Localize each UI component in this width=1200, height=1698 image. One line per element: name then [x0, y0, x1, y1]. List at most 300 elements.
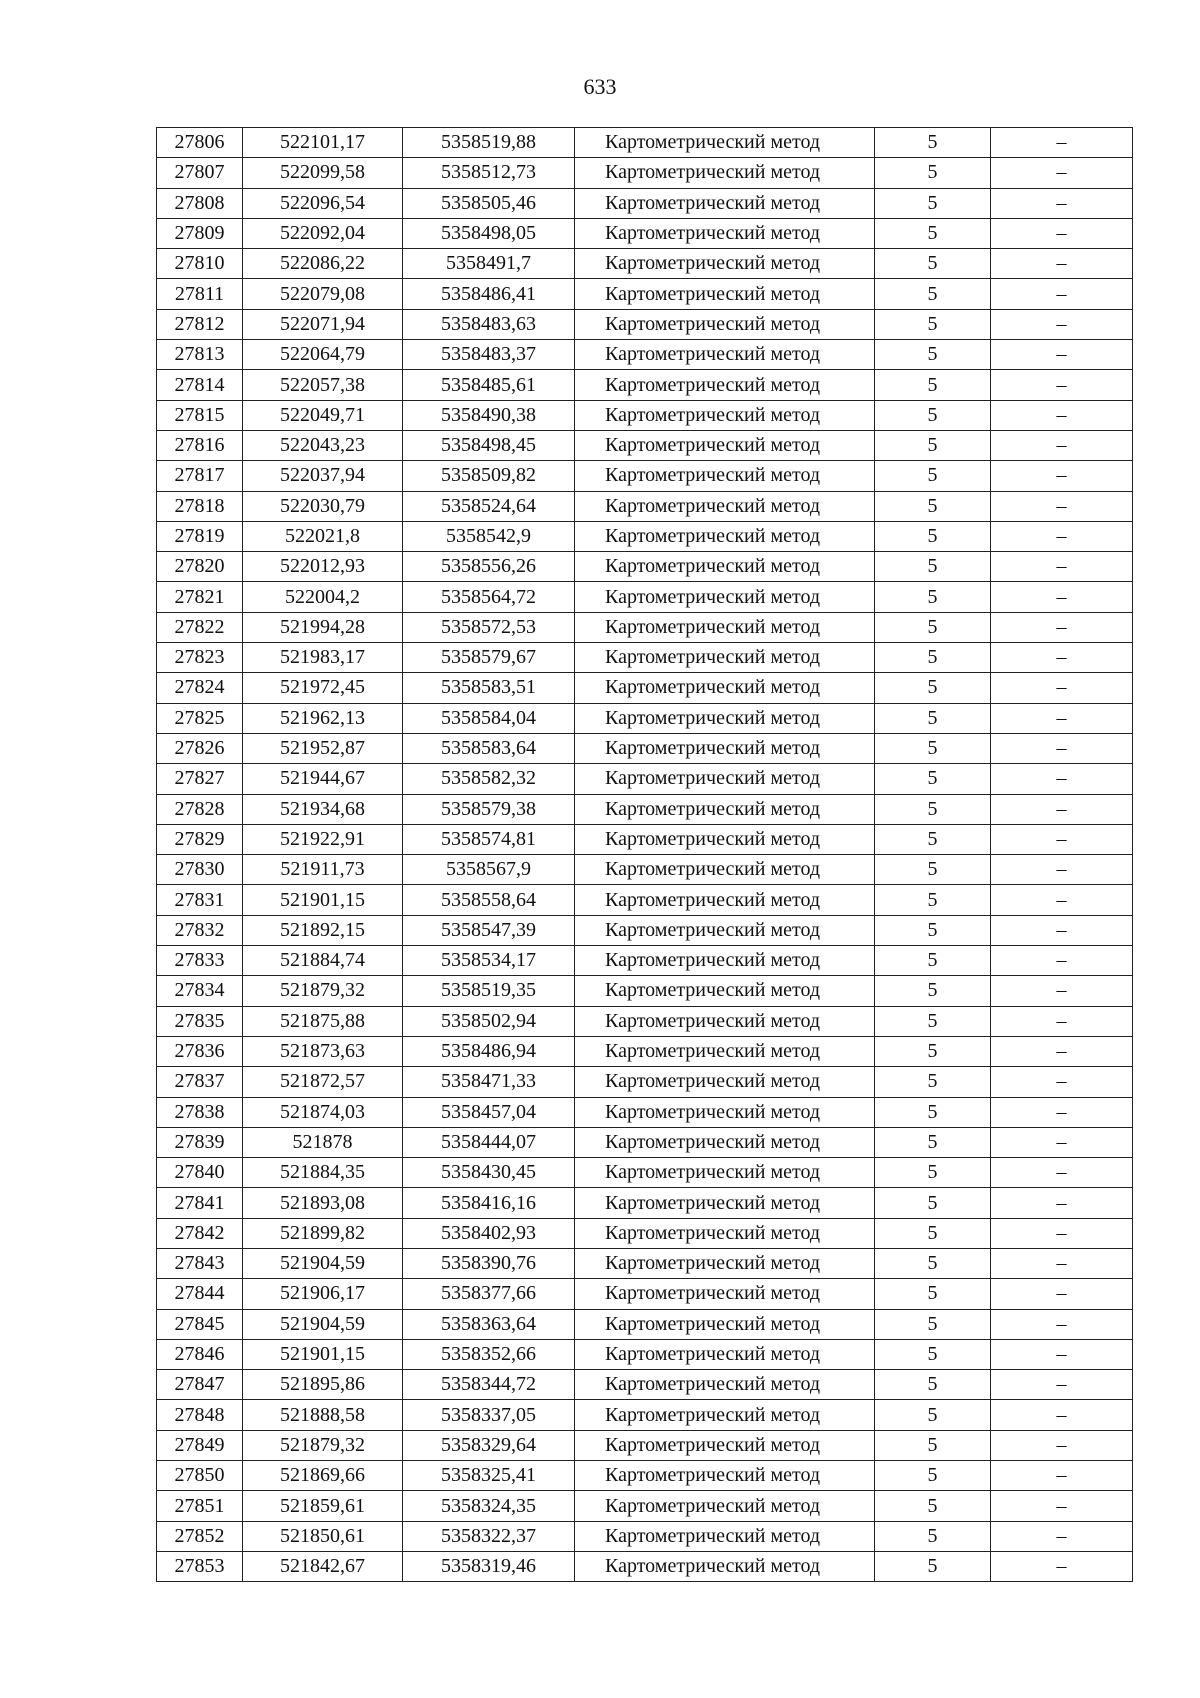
y-coordinate-cell: 5358377,66	[403, 1279, 575, 1309]
accuracy-cell: 5	[875, 673, 991, 703]
method-cell: Картометрический метод	[575, 552, 875, 582]
table-row	[157, 915, 1133, 945]
note-cell: –	[991, 491, 1133, 521]
note-cell: –	[991, 855, 1133, 885]
method-cell: Картометрический метод	[575, 128, 875, 158]
table-row	[157, 643, 1133, 673]
point-number-cell: 27807	[157, 158, 243, 188]
y-coordinate-cell: 5358390,76	[403, 1248, 575, 1278]
y-coordinate-cell: 5358486,94	[403, 1036, 575, 1066]
point-number-cell: 27846	[157, 1339, 243, 1369]
point-number-cell: 27838	[157, 1097, 243, 1127]
accuracy-cell: 5	[875, 158, 991, 188]
note-cell: –	[991, 1279, 1133, 1309]
x-coordinate-cell: 522049,71	[243, 400, 403, 430]
point-number-cell: 27830	[157, 855, 243, 885]
note-cell: –	[991, 1248, 1133, 1278]
y-coordinate-cell: 5358547,39	[403, 915, 575, 945]
y-coordinate-cell: 5358556,26	[403, 552, 575, 582]
x-coordinate-cell: 522004,2	[243, 582, 403, 612]
method-cell: Картометрический метод	[575, 1218, 875, 1248]
note-cell: –	[991, 1036, 1133, 1066]
x-coordinate-cell: 521944,67	[243, 764, 403, 794]
point-number-cell: 27821	[157, 582, 243, 612]
method-cell: Картометрический метод	[575, 1339, 875, 1369]
x-coordinate-cell: 522092,04	[243, 218, 403, 248]
note-cell: –	[991, 370, 1133, 400]
y-coordinate-cell: 5358457,04	[403, 1097, 575, 1127]
table-body	[157, 128, 1133, 1582]
note-cell: –	[991, 733, 1133, 763]
method-cell: Картометрический метод	[575, 946, 875, 976]
table-row	[157, 552, 1133, 582]
point-number-cell: 27831	[157, 885, 243, 915]
method-cell: Картометрический метод	[575, 1279, 875, 1309]
x-coordinate-cell: 521842,67	[243, 1551, 403, 1581]
note-cell: –	[991, 1370, 1133, 1400]
method-cell: Картометрический метод	[575, 1461, 875, 1491]
y-coordinate-cell: 5358491,7	[403, 249, 575, 279]
point-number-cell: 27828	[157, 794, 243, 824]
table-row	[157, 521, 1133, 551]
note-cell: –	[991, 703, 1133, 733]
accuracy-cell: 5	[875, 1097, 991, 1127]
table-row	[157, 158, 1133, 188]
y-coordinate-cell: 5358582,32	[403, 764, 575, 794]
accuracy-cell: 5	[875, 764, 991, 794]
x-coordinate-cell: 521878	[243, 1127, 403, 1157]
x-coordinate-cell: 521859,61	[243, 1491, 403, 1521]
y-coordinate-cell: 5358579,38	[403, 794, 575, 824]
note-cell: –	[991, 309, 1133, 339]
method-cell: Картометрический метод	[575, 1036, 875, 1066]
method-cell: Картометрический метод	[575, 885, 875, 915]
table-row	[157, 1521, 1133, 1551]
note-cell: –	[991, 218, 1133, 248]
x-coordinate-cell: 521972,45	[243, 673, 403, 703]
point-number-cell: 27814	[157, 370, 243, 400]
x-coordinate-cell: 522057,38	[243, 370, 403, 400]
table-row	[157, 703, 1133, 733]
table-row	[157, 400, 1133, 430]
y-coordinate-cell: 5358363,64	[403, 1309, 575, 1339]
x-coordinate-cell: 521911,73	[243, 855, 403, 885]
x-coordinate-cell: 521869,66	[243, 1461, 403, 1491]
method-cell: Картометрический метод	[575, 1430, 875, 1460]
point-number-cell: 27840	[157, 1158, 243, 1188]
point-number-cell: 27839	[157, 1127, 243, 1157]
table-row	[157, 1248, 1133, 1278]
table-row	[157, 1036, 1133, 1066]
method-cell: Картометрический метод	[575, 491, 875, 521]
method-cell: Картометрический метод	[575, 855, 875, 885]
method-cell: Картометрический метод	[575, 1067, 875, 1097]
method-cell: Картометрический метод	[575, 461, 875, 491]
y-coordinate-cell: 5358558,64	[403, 885, 575, 915]
table-row	[157, 218, 1133, 248]
accuracy-cell: 5	[875, 340, 991, 370]
point-number-cell: 27848	[157, 1400, 243, 1430]
method-cell: Картометрический метод	[575, 733, 875, 763]
x-coordinate-cell: 522086,22	[243, 249, 403, 279]
point-number-cell: 27849	[157, 1430, 243, 1460]
y-coordinate-cell: 5358337,05	[403, 1400, 575, 1430]
table-row	[157, 1127, 1133, 1157]
y-coordinate-cell: 5358416,16	[403, 1188, 575, 1218]
table-row	[157, 340, 1133, 370]
x-coordinate-cell: 521888,58	[243, 1400, 403, 1430]
y-coordinate-cell: 5358542,9	[403, 521, 575, 551]
accuracy-cell: 5	[875, 1521, 991, 1551]
note-cell: –	[991, 400, 1133, 430]
table-row	[157, 673, 1133, 703]
point-number-cell: 27812	[157, 309, 243, 339]
x-coordinate-cell: 521884,35	[243, 1158, 403, 1188]
y-coordinate-cell: 5358567,9	[403, 855, 575, 885]
point-number-cell: 27836	[157, 1036, 243, 1066]
point-number-cell: 27853	[157, 1551, 243, 1581]
method-cell: Картометрический метод	[575, 1097, 875, 1127]
table-row	[157, 612, 1133, 642]
method-cell: Картометрический метод	[575, 400, 875, 430]
method-cell: Картометрический метод	[575, 612, 875, 642]
table-row	[157, 128, 1133, 158]
accuracy-cell: 5	[875, 703, 991, 733]
note-cell: –	[991, 612, 1133, 642]
x-coordinate-cell: 521934,68	[243, 794, 403, 824]
table-row	[157, 976, 1133, 1006]
table-row	[157, 279, 1133, 309]
table-row	[157, 309, 1133, 339]
y-coordinate-cell: 5358344,72	[403, 1370, 575, 1400]
x-coordinate-cell: 521895,86	[243, 1370, 403, 1400]
accuracy-cell: 5	[875, 1248, 991, 1278]
point-number-cell: 27835	[157, 1006, 243, 1036]
note-cell: –	[991, 764, 1133, 794]
y-coordinate-cell: 5358352,66	[403, 1339, 575, 1369]
accuracy-cell: 5	[875, 309, 991, 339]
x-coordinate-cell: 521879,32	[243, 976, 403, 1006]
table-row	[157, 733, 1133, 763]
accuracy-cell: 5	[875, 491, 991, 521]
x-coordinate-cell: 521901,15	[243, 885, 403, 915]
note-cell: –	[991, 552, 1133, 582]
note-cell: –	[991, 128, 1133, 158]
table-row	[157, 461, 1133, 491]
table-row	[157, 1551, 1133, 1581]
table-row	[157, 1339, 1133, 1369]
method-cell: Картометрический метод	[575, 340, 875, 370]
note-cell: –	[991, 885, 1133, 915]
method-cell: Картометрический метод	[575, 1521, 875, 1551]
accuracy-cell: 5	[875, 582, 991, 612]
point-number-cell: 27833	[157, 946, 243, 976]
x-coordinate-cell: 522071,94	[243, 309, 403, 339]
x-coordinate-cell: 521874,03	[243, 1097, 403, 1127]
point-number-cell: 27810	[157, 249, 243, 279]
point-number-cell: 27825	[157, 703, 243, 733]
table-row	[157, 946, 1133, 976]
method-cell: Картометрический метод	[575, 794, 875, 824]
x-coordinate-cell: 522064,79	[243, 340, 403, 370]
y-coordinate-cell: 5358324,35	[403, 1491, 575, 1521]
method-cell: Картометрический метод	[575, 1127, 875, 1157]
y-coordinate-cell: 5358329,64	[403, 1430, 575, 1460]
y-coordinate-cell: 5358524,64	[403, 491, 575, 521]
table-row	[157, 1461, 1133, 1491]
y-coordinate-cell: 5358444,07	[403, 1127, 575, 1157]
accuracy-cell: 5	[875, 612, 991, 642]
x-coordinate-cell: 522096,54	[243, 188, 403, 218]
accuracy-cell: 5	[875, 855, 991, 885]
point-number-cell: 27811	[157, 279, 243, 309]
table-row	[157, 1370, 1133, 1400]
method-cell: Картометрический метод	[575, 158, 875, 188]
accuracy-cell: 5	[875, 279, 991, 309]
note-cell: –	[991, 188, 1133, 218]
accuracy-cell: 5	[875, 915, 991, 945]
x-coordinate-cell: 522101,17	[243, 128, 403, 158]
note-cell: –	[991, 1127, 1133, 1157]
point-number-cell: 27806	[157, 128, 243, 158]
table-row	[157, 1006, 1133, 1036]
x-coordinate-cell: 521875,88	[243, 1006, 403, 1036]
point-number-cell: 27850	[157, 1461, 243, 1491]
note-cell: –	[991, 461, 1133, 491]
x-coordinate-cell: 521892,15	[243, 915, 403, 945]
table-row	[157, 1097, 1133, 1127]
method-cell: Картометрический метод	[575, 1400, 875, 1430]
y-coordinate-cell: 5358572,53	[403, 612, 575, 642]
accuracy-cell: 5	[875, 370, 991, 400]
x-coordinate-cell: 521904,59	[243, 1309, 403, 1339]
accuracy-cell: 5	[875, 552, 991, 582]
method-cell: Картометрический метод	[575, 188, 875, 218]
table-row	[157, 1188, 1133, 1218]
accuracy-cell: 5	[875, 1188, 991, 1218]
y-coordinate-cell: 5358486,41	[403, 279, 575, 309]
table-row	[157, 491, 1133, 521]
point-number-cell: 27847	[157, 1370, 243, 1400]
point-number-cell: 27852	[157, 1521, 243, 1551]
y-coordinate-cell: 5358319,46	[403, 1551, 575, 1581]
note-cell: –	[991, 582, 1133, 612]
y-coordinate-cell: 5358483,37	[403, 340, 575, 370]
accuracy-cell: 5	[875, 824, 991, 854]
point-number-cell: 27822	[157, 612, 243, 642]
table-row	[157, 1491, 1133, 1521]
note-cell: –	[991, 1188, 1133, 1218]
point-number-cell: 27841	[157, 1188, 243, 1218]
accuracy-cell: 5	[875, 218, 991, 248]
accuracy-cell: 5	[875, 400, 991, 430]
note-cell: –	[991, 824, 1133, 854]
note-cell: –	[991, 521, 1133, 551]
table-row	[157, 188, 1133, 218]
x-coordinate-cell: 522037,94	[243, 461, 403, 491]
y-coordinate-cell: 5358322,37	[403, 1521, 575, 1551]
x-coordinate-cell: 521879,32	[243, 1430, 403, 1460]
table-row	[157, 885, 1133, 915]
y-coordinate-cell: 5358564,72	[403, 582, 575, 612]
y-coordinate-cell: 5358325,41	[403, 1461, 575, 1491]
point-number-cell: 27817	[157, 461, 243, 491]
method-cell: Картометрический метод	[575, 976, 875, 1006]
accuracy-cell: 5	[875, 1218, 991, 1248]
note-cell: –	[991, 1551, 1133, 1581]
page-number: 633	[583, 74, 617, 99]
accuracy-cell: 5	[875, 1370, 991, 1400]
method-cell: Картометрический метод	[575, 915, 875, 945]
x-coordinate-cell: 521873,63	[243, 1036, 403, 1066]
note-cell: –	[991, 1067, 1133, 1097]
point-number-cell: 27845	[157, 1309, 243, 1339]
table-row	[157, 582, 1133, 612]
accuracy-cell: 5	[875, 733, 991, 763]
x-coordinate-cell: 522030,79	[243, 491, 403, 521]
method-cell: Картометрический метод	[575, 430, 875, 460]
accuracy-cell: 5	[875, 128, 991, 158]
accuracy-cell: 5	[875, 1006, 991, 1036]
accuracy-cell: 5	[875, 430, 991, 460]
method-cell: Картометрический метод	[575, 1309, 875, 1339]
accuracy-cell: 5	[875, 946, 991, 976]
point-number-cell: 27851	[157, 1491, 243, 1521]
method-cell: Картометрический метод	[575, 764, 875, 794]
x-coordinate-cell: 521906,17	[243, 1279, 403, 1309]
method-cell: Картометрический метод	[575, 824, 875, 854]
point-number-cell: 27824	[157, 673, 243, 703]
method-cell: Картометрический метод	[575, 703, 875, 733]
x-coordinate-cell: 521899,82	[243, 1218, 403, 1248]
accuracy-cell: 5	[875, 1430, 991, 1460]
note-cell: –	[991, 1006, 1133, 1036]
accuracy-cell: 5	[875, 1036, 991, 1066]
x-coordinate-cell: 521983,17	[243, 643, 403, 673]
accuracy-cell: 5	[875, 1158, 991, 1188]
method-cell: Картометрический метод	[575, 370, 875, 400]
point-number-cell: 27827	[157, 764, 243, 794]
x-coordinate-cell: 521952,87	[243, 733, 403, 763]
accuracy-cell: 5	[875, 1067, 991, 1097]
y-coordinate-cell: 5358471,33	[403, 1067, 575, 1097]
accuracy-cell: 5	[875, 188, 991, 218]
y-coordinate-cell: 5358490,38	[403, 400, 575, 430]
table-row	[157, 1067, 1133, 1097]
x-coordinate-cell: 521962,13	[243, 703, 403, 733]
table-row	[157, 430, 1133, 460]
note-cell: –	[991, 1461, 1133, 1491]
x-coordinate-cell: 521922,91	[243, 824, 403, 854]
y-coordinate-cell: 5358519,88	[403, 128, 575, 158]
method-cell: Картометрический метод	[575, 673, 875, 703]
y-coordinate-cell: 5358502,94	[403, 1006, 575, 1036]
accuracy-cell: 5	[875, 1279, 991, 1309]
note-cell: –	[991, 1491, 1133, 1521]
note-cell: –	[991, 340, 1133, 370]
note-cell: –	[991, 1309, 1133, 1339]
method-cell: Картометрический метод	[575, 1551, 875, 1581]
table-row	[157, 1279, 1133, 1309]
point-number-cell: 27834	[157, 976, 243, 1006]
accuracy-cell: 5	[875, 794, 991, 824]
table-row	[157, 1400, 1133, 1430]
y-coordinate-cell: 5358430,45	[403, 1158, 575, 1188]
table-row	[157, 764, 1133, 794]
y-coordinate-cell: 5358402,93	[403, 1218, 575, 1248]
accuracy-cell: 5	[875, 976, 991, 1006]
note-cell: –	[991, 1218, 1133, 1248]
accuracy-cell: 5	[875, 643, 991, 673]
table-row	[157, 1309, 1133, 1339]
x-coordinate-cell: 522099,58	[243, 158, 403, 188]
point-number-cell: 27829	[157, 824, 243, 854]
note-cell: –	[991, 915, 1133, 945]
table-row	[157, 855, 1133, 885]
point-number-cell: 27843	[157, 1248, 243, 1278]
point-number-cell: 27818	[157, 491, 243, 521]
accuracy-cell: 5	[875, 1127, 991, 1157]
y-coordinate-cell: 5358498,45	[403, 430, 575, 460]
point-number-cell: 27826	[157, 733, 243, 763]
table-row	[157, 1158, 1133, 1188]
x-coordinate-cell: 521850,61	[243, 1521, 403, 1551]
note-cell: –	[991, 1339, 1133, 1369]
y-coordinate-cell: 5358584,04	[403, 703, 575, 733]
method-cell: Картометрический метод	[575, 249, 875, 279]
table-row	[157, 824, 1133, 854]
method-cell: Картометрический метод	[575, 1188, 875, 1218]
note-cell: –	[991, 279, 1133, 309]
x-coordinate-cell: 521901,15	[243, 1339, 403, 1369]
y-coordinate-cell: 5358498,05	[403, 218, 575, 248]
method-cell: Картометрический метод	[575, 1248, 875, 1278]
x-coordinate-cell: 521872,57	[243, 1067, 403, 1097]
table-row	[157, 249, 1133, 279]
point-number-cell: 27815	[157, 400, 243, 430]
accuracy-cell: 5	[875, 1339, 991, 1369]
y-coordinate-cell: 5358509,82	[403, 461, 575, 491]
method-cell: Картометрический метод	[575, 309, 875, 339]
note-cell: –	[991, 430, 1133, 460]
x-coordinate-cell: 521884,74	[243, 946, 403, 976]
accuracy-cell: 5	[875, 1551, 991, 1581]
x-coordinate-cell: 521893,08	[243, 1188, 403, 1218]
y-coordinate-cell: 5358583,64	[403, 733, 575, 763]
table-row	[157, 1218, 1133, 1248]
note-cell: –	[991, 1097, 1133, 1127]
x-coordinate-cell: 522021,8	[243, 521, 403, 551]
coordinates-table	[156, 127, 1133, 1582]
point-number-cell: 27809	[157, 218, 243, 248]
y-coordinate-cell: 5358512,73	[403, 158, 575, 188]
note-cell: –	[991, 158, 1133, 188]
point-number-cell: 27816	[157, 430, 243, 460]
note-cell: –	[991, 673, 1133, 703]
y-coordinate-cell: 5358583,51	[403, 673, 575, 703]
x-coordinate-cell: 521904,59	[243, 1248, 403, 1278]
y-coordinate-cell: 5358519,35	[403, 976, 575, 1006]
table-row	[157, 1430, 1133, 1460]
note-cell: –	[991, 1521, 1133, 1551]
accuracy-cell: 5	[875, 1400, 991, 1430]
method-cell: Картометрический метод	[575, 1491, 875, 1521]
point-number-cell: 27842	[157, 1218, 243, 1248]
point-number-cell: 27808	[157, 188, 243, 218]
accuracy-cell: 5	[875, 521, 991, 551]
y-coordinate-cell: 5358485,61	[403, 370, 575, 400]
table-row	[157, 370, 1133, 400]
